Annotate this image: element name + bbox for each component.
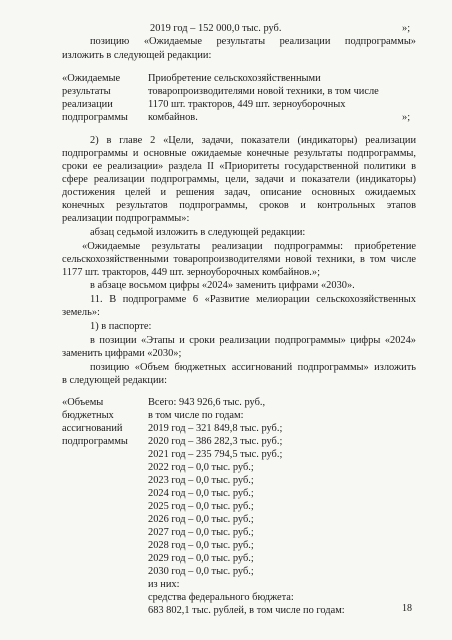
volume-left-line: ассигнований: [62, 423, 123, 434]
volume-right-line: из них:: [148, 579, 180, 590]
volume-right-line: 2021 год – 235 794,5 тыс. руб.;: [148, 449, 283, 460]
volume-intro-line: в следующей редакции:: [62, 375, 167, 386]
abzac-line: абзац седьмой изложить в следующей редакции:: [90, 227, 306, 238]
item-11-line: 11. В подпрограмме 6 «Развитие мелиорации сельскохозяйственных: [90, 294, 416, 305]
paragraph-line: конечных результатов подпрограммы, сроков и контрольных этапов: [62, 200, 416, 211]
stages-line: в позиции «Этапы и сроки реализации подпрограммы» цифры «2024»: [90, 335, 416, 346]
volume-right-line: 2027 год – 0,0 тыс. руб.;: [148, 527, 254, 538]
paragraph-line: сфере реализации подпрограммы, цели, задачи и показатели (индикаторы): [62, 174, 416, 185]
volume-right-line: 2030 год – 0,0 тыс. руб.;: [148, 566, 254, 577]
position-expected-results-line: позицию «Ожидаемые результаты реализации подпрограммы»: [90, 36, 416, 47]
expected-right-line: товаропроизводителями новой техники, в том числе: [148, 86, 379, 97]
paragraph-line: сроки ее реализации» раздела II «Приоритеты государственной политики в: [62, 161, 416, 172]
expected-left-line: подпрограммы: [62, 112, 128, 123]
volume-right-line: 2022 год – 0,0 тыс. руб.;: [148, 462, 254, 473]
closing-quote-mark: »;: [402, 23, 411, 34]
volume-right-line: 2029 год – 0,0 тыс. руб.;: [148, 553, 254, 564]
edit-instruction-line: изложить в следующей редакции:: [62, 50, 212, 61]
quote-line: сельскохозяйственными товаропроизводителями новой техники, в том числе: [62, 254, 416, 265]
volume-right-line: Всего: 943 926,6 тыс. руб.,: [148, 397, 266, 408]
stages-line: заменить цифрами «2030»;: [62, 348, 182, 359]
volume-left-line: «Объемы: [62, 397, 104, 408]
expected-left-line: результаты: [62, 86, 111, 97]
volume-right-line: 2019 год – 321 849,8 тыс. руб.;: [148, 423, 283, 434]
expected-right-line: Приобретение сельскохозяйственными: [148, 73, 321, 84]
volume-left-line: бюджетных: [62, 410, 114, 421]
quote-line: «Ожидаемые результаты реализации подпрограммы: приобретение: [82, 241, 416, 252]
volume-right-line: средства федерального бюджета:: [148, 592, 294, 603]
volume-right-line: 683 802,1 тыс. рублей, в том числе по годам:: [148, 605, 345, 616]
item-11-line: земель»:: [62, 307, 100, 318]
closing-quote-mark: »;: [402, 112, 411, 123]
volume-intro-line: позицию «Объем бюджетных ассигнований подпрограммы» изложить: [90, 362, 416, 373]
volume-right-line: 2023 год – 0,0 тыс. руб.;: [148, 475, 254, 486]
volume-right-line: 2026 год – 0,0 тыс. руб.;: [148, 514, 254, 525]
expected-right-line: комбайнов.: [148, 112, 198, 123]
volume-right-line: 2028 год – 0,0 тыс. руб.;: [148, 540, 254, 551]
volume-right-line: 2024 год – 0,0 тыс. руб.;: [148, 488, 254, 499]
abzac-8-line: в абзаце восьмом цифры «2024» заменить цифрами «2030».: [90, 280, 355, 291]
paragraph-line: 2) в главе 2 «Цели, задачи, показатели (индикаторы) реализации: [90, 135, 416, 146]
quote-line: 1177 шт. тракторов, 449 шт. зерноуборочных комбайнов.»;: [62, 267, 320, 278]
expected-left-line: реализации: [62, 99, 113, 110]
paragraph-line: достижения целей и решения задач, описание основных ожидаемых: [62, 187, 416, 198]
volume-right-line: 2025 год – 0,0 тыс. руб.;: [148, 501, 254, 512]
volume-right-line: 2020 год – 386 282,3 тыс. руб.;: [148, 436, 283, 447]
volume-left-line: подпрограммы: [62, 436, 128, 447]
paragraph-line: подпрограммы и основные ожидаемые конечные результаты подпрограммы,: [62, 148, 416, 159]
expected-left-line: «Ожидаемые: [62, 73, 121, 84]
expected-right-line: 1170 шт. тракторов, 449 шт. зерноуборочных: [148, 99, 346, 110]
budget-2019-line: 2019 год – 152 000,0 тыс. руб.: [150, 23, 282, 34]
volume-right-line: в том числе по годам:: [148, 410, 244, 421]
passport-line: 1) в паспорте:: [90, 321, 152, 332]
paragraph-line: реализации подпрограммы»:: [62, 213, 190, 224]
page-number: 18: [402, 603, 412, 614]
